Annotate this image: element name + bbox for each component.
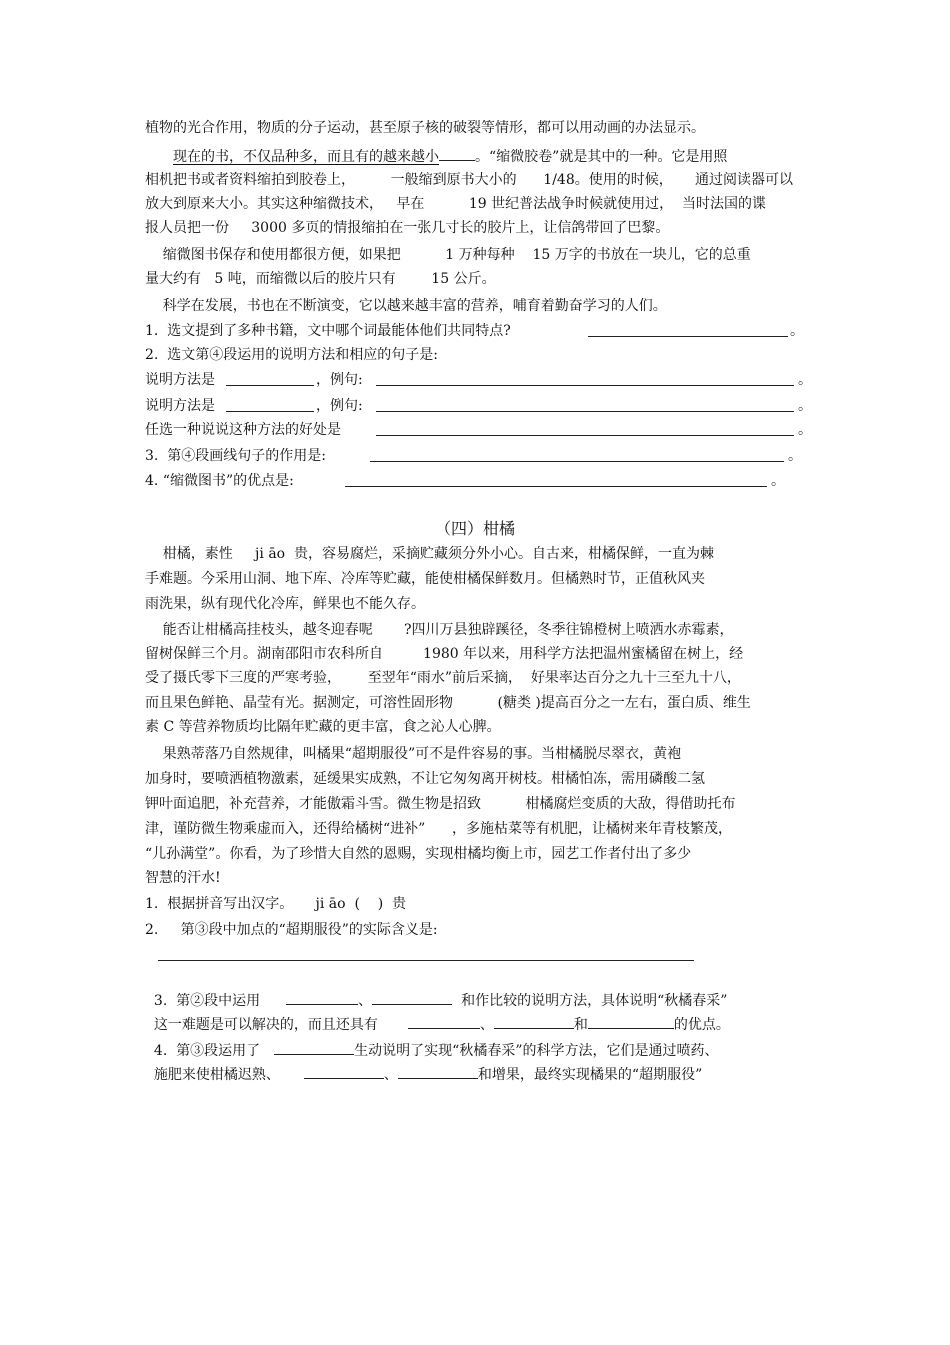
p3-question-2c: 任选一种说说这种方法的好处是	[145, 422, 341, 438]
answer-blank[interactable]	[398, 1064, 478, 1079]
p3-question-2: 2. 选文第④段运用的说明方法和相应的句子是:	[145, 347, 438, 363]
passage4-para2-line4: 而且果色鲜艳、晶莹有光。据测定，可溶性固形物 (糖类 )提高百分之一左右，蛋白质、维生	[145, 695, 751, 711]
passage4-para2-line3: 受了摄氏零下三度的严寒考验， 至翌年“雨水”前后采摘， 好果率达百分之九十三至九十八，	[145, 670, 741, 686]
passage3-para2-line1	[173, 146, 727, 167]
separator: 、	[358, 993, 373, 1009]
q3-text: 这一难题是可以解决的，而且还具有	[153, 1017, 378, 1033]
separator: 、	[383, 1067, 398, 1083]
answer-line[interactable]	[588, 336, 788, 337]
example-label-1: ，例句:	[316, 372, 363, 388]
passage3-para3-line2: 量大约有 5 吨，而缩微以后的胶片只有 15 公斤。	[145, 271, 496, 287]
underlined-sentence: 现在的书，不仅品种多，而且有的越来越小	[173, 149, 439, 165]
q3-text: 和	[573, 1017, 588, 1033]
passage4-para2-line2: 留树保鲜三个月。湖南邵阳市农科所自 1980 年以来，用科学方法把温州蜜橘留在树上，经	[145, 646, 744, 662]
period: 。	[771, 473, 785, 489]
q4-text: 生动说明了实现“秋橘春采”的科学方法，它们是通过喷药、	[354, 1043, 719, 1059]
passage4-para2-line1: 能否让柑橘高挂枝头，越冬迎春呢 ?四川万县独辟蹊径，冬季往锦橙树上喷洒水赤霉素，	[145, 622, 734, 638]
example-blank-2[interactable]	[376, 411, 794, 412]
passage4-para1-line3: 雨洗果，纵有现代化冷库，鲜果也不能久存。	[145, 596, 425, 612]
q3-text: 和作比较的说明方法，具体说明“秋橘春采”	[461, 993, 728, 1009]
answer-line[interactable]	[345, 486, 767, 487]
q3-text: 的优点。	[673, 1017, 730, 1033]
example-blank-1[interactable]	[376, 385, 794, 386]
period: 。	[788, 448, 802, 464]
period: 。	[790, 323, 804, 339]
p4-question-2: 2. 第③段中加点的“超期服役”的实际含义是:	[145, 922, 438, 938]
passage3-para1-end: 植物的光合作用，物质的分子运动，甚至原子核的破裂等情形，都可以用动画的办法显示。	[145, 120, 705, 136]
q4-text: 和增果，最终实现橘果的“超期服役”	[477, 1067, 703, 1083]
passage4-para1-line2: 手难题。今采用山洞、地下库、冷库等贮藏，能使柑橘保鲜数月。但橘熟时节，正值秋风夹	[145, 571, 705, 587]
example-label-2: ，例句:	[316, 398, 363, 414]
p3-question-4: 4. “缩微图书”的优点是:	[145, 473, 294, 489]
method-blank-2[interactable]	[226, 411, 314, 412]
benefit-blank[interactable]	[376, 435, 794, 436]
passage4-para1-line1: 柑橘，素性 ji āo 贵，容易腐烂，采摘贮藏须分外小心。自古来，柑橘保鲜，一直为棘	[145, 546, 714, 562]
passage3-para2-line3: 放大到原来大小。其实这种缩微技术， 早在 19 世纪普法战争时候就使用过， 当时法国的谍	[145, 196, 767, 212]
passage3-para2-line2: 相机把书或者资料缩拍到胶卷上， 一般缩到原书大小的 1/48。使用的时候， 通过阅读器可以	[145, 172, 793, 188]
method-label-2: 说明方法是	[145, 398, 215, 414]
passage4-para3-line4: 津，谨防微生物乘虚而入，还得给橘树“进补” ，多施枯菜等有机肥，让橘树来年青枝繁茂，	[145, 821, 733, 837]
q3-text: 3. 第②段中运用	[153, 993, 261, 1009]
separator: 、	[479, 1017, 494, 1033]
answer-line[interactable]	[370, 461, 784, 462]
para-text: 。“缩微胶卷”就是其中的一种。它是用照	[475, 149, 728, 165]
passage4-para3-line5: “儿孙满堂”。你看，为了珍惜大自然的恩赐，实现柑橘均衡上市，园艺工作者付出了多少	[145, 846, 692, 862]
passage4-para3-line1: 果熟蒂落乃自然规律，叫橘果“超期服役”可不是件容易的事。当柑橘脱尽翠衣，黄袍	[145, 746, 682, 762]
passage3-para3-line1: 缩微图书保存和使用都很方便，如果把 1 万种每种 15 万字的书放在一块儿，它的总重	[145, 247, 751, 263]
q4-text: 4. 第③段运用了	[153, 1043, 261, 1059]
passage4-para2-line5: 素 C 等营养物质均比隔年贮藏的更丰富，食之沁人心脾。	[145, 719, 501, 735]
passage3-para4: 科学在发展，书也在不断演变，它以越来越丰富的营养，哺育着勤奋学习的人们。	[145, 298, 667, 314]
passage3-para2-line4: 报人员把一份 3000 多页的情报缩拍在一张几寸长的胶片上，让信鸽带回了巴黎。	[145, 220, 670, 236]
underline-blank	[439, 146, 475, 161]
answer-blank[interactable]	[304, 1064, 384, 1079]
method-label-1: 说明方法是	[145, 372, 215, 388]
passage4-para3-line2: 加身时，要喷洒植物激素，延缓果实成熟，不让它匆匆离开树枝。柑橘怕冻，需用磷酸二氢	[145, 771, 705, 787]
period: 。	[798, 422, 812, 438]
method-blank-1[interactable]	[226, 385, 314, 386]
q4-text: 施肥来使柑橘迟熟、	[153, 1067, 280, 1083]
p4-question-1: 1. 根据拼音写出汉字。 ji āo ( ) 贵	[145, 896, 407, 912]
period: 。	[798, 398, 812, 414]
p3-question-1: 1. 选文提到了多种书籍，文中哪个词最能体他们共同特点?	[145, 323, 511, 339]
p4-question-4-line2	[145, 1044, 702, 1085]
passage4-para3-line3: 钾叶面追肥，补充营养，才能傲霜斗雪。微生物是招致 柑橘腐烂变质的大敌，得借助托布	[145, 796, 736, 812]
period: 。	[798, 372, 812, 388]
passage4-title: （四）柑橘	[434, 519, 515, 538]
p3-question-3: 3. 第④段画线句子的作用是:	[145, 448, 326, 464]
answer-line[interactable]	[158, 960, 694, 961]
passage4-para3-line6: 智慧的汗水!	[145, 870, 221, 886]
